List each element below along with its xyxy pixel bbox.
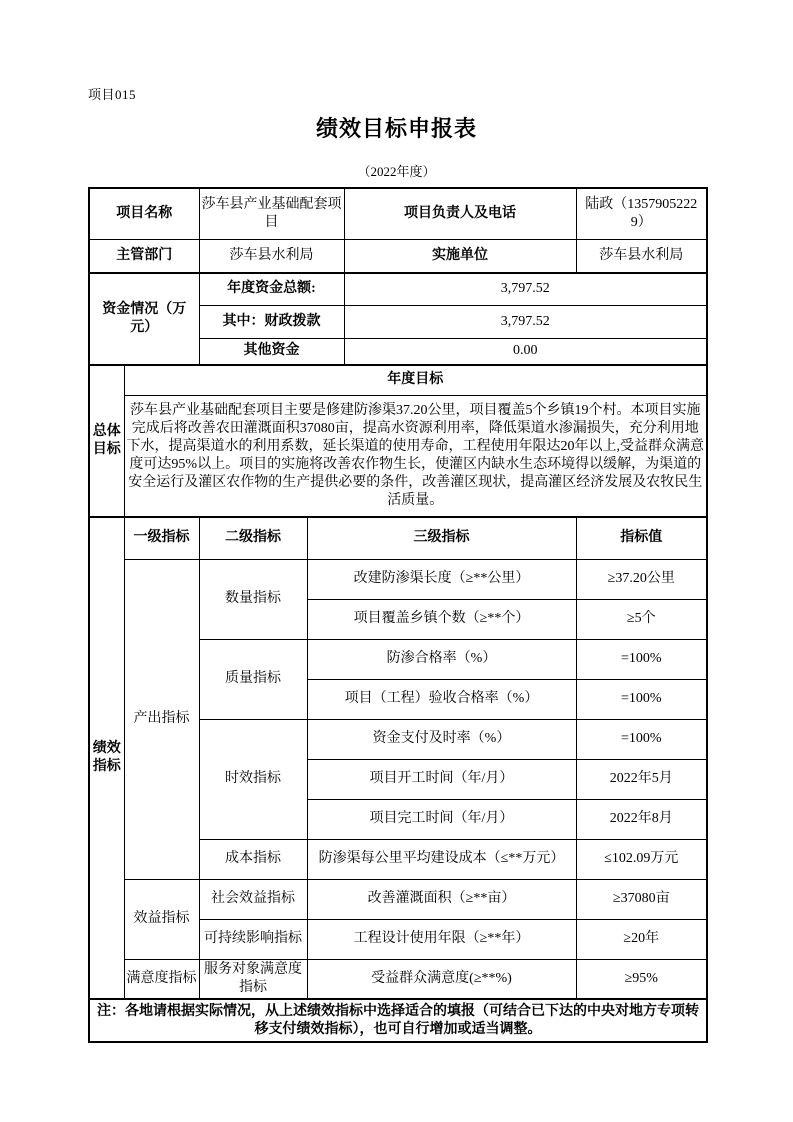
- level2-service-satisfaction: 服务对象满意度指标: [199, 959, 307, 999]
- level2-quality: 质量指标: [199, 639, 307, 719]
- header-value: 指标值: [576, 517, 707, 559]
- header-level3: 三级指标: [307, 517, 576, 559]
- indicator-name: 工程设计使用年限（≥**年）: [307, 919, 576, 959]
- indicators-stub: 绩效指标: [89, 517, 124, 999]
- indicator-value: ≥37.20公里: [576, 559, 707, 599]
- indicator-value: ≥95%: [576, 959, 707, 999]
- manager-value: 陆政（13579052229）: [576, 188, 707, 239]
- impl-unit-value: 莎车县水利局: [576, 239, 707, 273]
- funding-other-value: 0.00: [344, 338, 707, 365]
- table-row: [89, 365, 707, 395]
- indicator-value: ≥20年: [576, 919, 707, 959]
- table-row: [89, 188, 707, 239]
- note-text: 注：各地请根据实际情况，从上述绩效指标中选择适合的填报（可结合已下达的中央对地方专项转移支付绩效指标），也可自行增加或适当调整。: [89, 999, 707, 1042]
- table-row: [89, 959, 707, 999]
- project-name-value: 莎车县产业基础配套项目: [199, 188, 344, 239]
- indicator-value: =100%: [576, 639, 707, 679]
- page-subtitle: （2022年度）: [357, 164, 436, 179]
- indicator-name: 防渗渠每公里平均建设成本（≤**万元）: [307, 839, 576, 879]
- manager-label: 项目负责人及电话: [344, 188, 576, 239]
- header-level1: 一级指标: [124, 517, 199, 559]
- declaration-form-table: [88, 187, 708, 1043]
- indicator-value: 2022年5月: [576, 759, 707, 799]
- annual-goal-text: 莎车县产业基础配套项目主要是修建防渗渠37.20公里，项目覆盖5个乡镇19个村。本项目实施完成后将改善农田灌溉面积37080亩，提高水资源利用率，降低渠道水渗漏损失，充分利用地下水，提高渠道水的利用系数，延长渠道的使用寿命，工程使用年限达20年以上,受益群众满意度可达95%以上。项目的实施将改善农作物生长，使灌区内缺水生态环境得以缓解，为渠道的安全运行及灌区农作物的生产提供必要的条件，改善灌区现状，提高灌区经济发展及农牧民生活质量。: [124, 395, 707, 517]
- dept-value: 莎车县水利局: [199, 239, 344, 273]
- funding-total-label: 年度资金总额:: [199, 273, 344, 305]
- header-level2: 二级指标: [199, 517, 307, 559]
- impl-unit-label: 实施单位: [344, 239, 576, 273]
- indicator-name: 改建防渗渠长度（≥**公里）: [307, 559, 576, 599]
- indicator-name: 防渗合格率（%）: [307, 639, 576, 679]
- doc-number: 项目015: [88, 87, 137, 102]
- level2-quantity: 数量指标: [199, 559, 307, 639]
- indicator-name: 项目完工时间（年/月）: [307, 799, 576, 839]
- indicator-value: ≥5个: [576, 599, 707, 639]
- overall-goal-stub: 总体目标: [89, 365, 124, 517]
- indicator-value: 2022年8月: [576, 799, 707, 839]
- project-name-label: 项目名称: [89, 188, 199, 239]
- table-row: [89, 999, 707, 1042]
- indicator-name: 项目（工程）验收合格率（%）: [307, 679, 576, 719]
- table-row: [89, 273, 707, 305]
- indicator-name: 项目覆盖乡镇个数（≥**个）: [307, 599, 576, 639]
- table-row: [89, 879, 707, 919]
- table-row: [89, 559, 707, 599]
- indicator-value: =100%: [576, 719, 707, 759]
- indicator-value: ≥37080亩: [576, 879, 707, 919]
- level2-cost: 成本指标: [199, 839, 307, 879]
- table-row: [89, 239, 707, 273]
- funding-fiscal-value: 3,797.52: [344, 305, 707, 338]
- indicator-name: 改善灌溉面积（≥**亩）: [307, 879, 576, 919]
- funding-section-label: 资金情况（万元）: [89, 273, 199, 365]
- level1-output: 产出指标: [124, 559, 199, 879]
- table-row: [89, 395, 707, 517]
- indicator-name: 受益群众满意度(≥**%): [307, 959, 576, 999]
- indicator-name: 项目开工时间（年/月）: [307, 759, 576, 799]
- funding-total-value: 3,797.52: [344, 273, 707, 305]
- level2-social: 社会效益指标: [199, 879, 307, 919]
- indicator-value: =100%: [576, 679, 707, 719]
- page-title: 绩效目标申报表: [315, 116, 477, 141]
- level1-satisfaction: 满意度指标: [124, 959, 199, 999]
- level2-timeliness: 时效指标: [199, 719, 307, 839]
- indicator-value: ≤102.09万元: [576, 839, 707, 879]
- annual-goal-header: 年度目标: [124, 365, 707, 395]
- level1-benefit: 效益指标: [124, 879, 199, 959]
- level2-sustain: 可持续影响指标: [199, 919, 307, 959]
- funding-fiscal-label: 其中：财政拨款: [199, 305, 344, 338]
- table-row: [89, 517, 707, 559]
- dept-label: 主管部门: [89, 239, 199, 273]
- funding-other-label: 其他资金: [199, 338, 344, 365]
- indicator-name: 资金支付及时率（%）: [307, 719, 576, 759]
